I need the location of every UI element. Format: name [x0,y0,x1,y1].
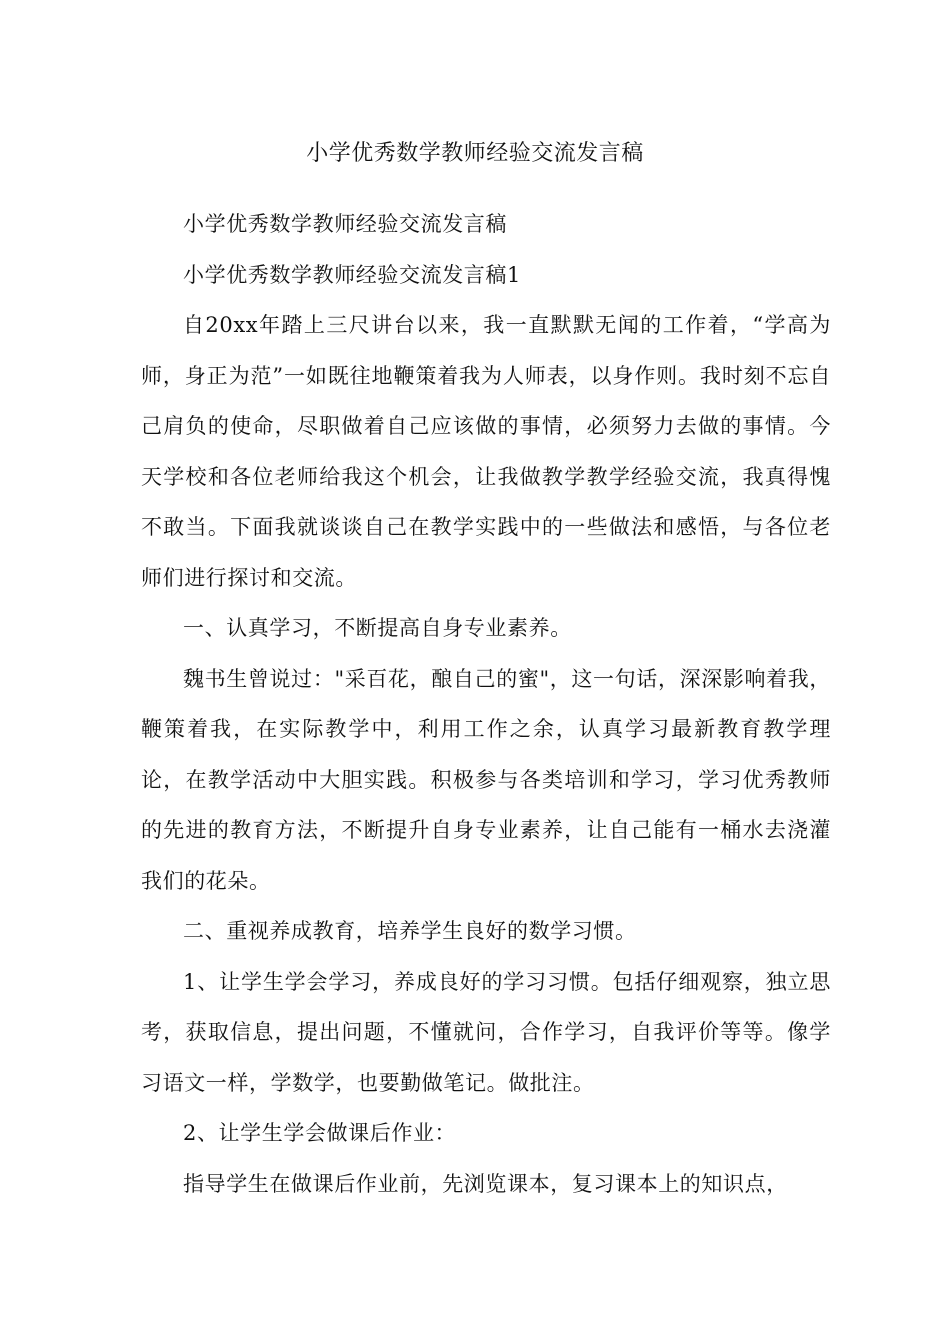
paragraph-point-two: 2、让学生学会做课后作业： [183,1121,457,1145]
paragraph-heading-two: 二、重视养成教育，培养学生良好的数学习惯。 [183,919,637,943]
paragraph-homework: 指导学生在做课后作业前，先浏览课本，复习课本上的知识点， [183,1171,788,1196]
paragraph-heading-one: 一、认真学习，不断提高自身专业素养。 [183,616,572,640]
paragraph-intro: 自20xx年踏上三尺讲台以来，我一直默默无闻的工作着，“学高为师，身正为范”一如既往地鞭策着我为人师表，以身作则。我时刻不忘自己肩负的使命，尽职做着自己应该做的事情，必须努力去做的事情。今天学校和各位老师给我这个机会，让我做教学教学经验交流，我真得愧不敢当。下面我就谈谈自己在教学实践中的一些做法和感悟，与各位老师们进行探讨和交流。 [141,313,831,590]
document-body [141,199,831,1209]
paragraph-section-heading: 小学优秀数学教师经验交流发言稿1 [183,262,521,287]
document-title: 小学优秀数学教师经验交流发言稿 [306,141,644,166]
paragraph-subtitle: 小学优秀数学教师经验交流发言稿 [183,212,507,236]
paragraph-learning: 魏书生曾说过："采百花，酿自己的蜜"，这一句话，深深影响着我，鞭策着我，在实际教学中，利用工作之余，认真学习最新教育教学理论，在教学活动中大胆实践。积极参与各类培训和学习，学习优秀教师的先进的教育方法，不断提升自身专业素养，让自己能有一桶水去浇灌我们的花朵。 [141,666,831,893]
paragraph-point-one: 1、让学生学会学习，养成良好的学习习惯。包括仔细观察，独立思考，获取信息，提出问题，不懂就问，合作学习，自我评价等等。像学习语文一样，学数学，也要勤做笔记。做批注。 [141,969,831,1095]
